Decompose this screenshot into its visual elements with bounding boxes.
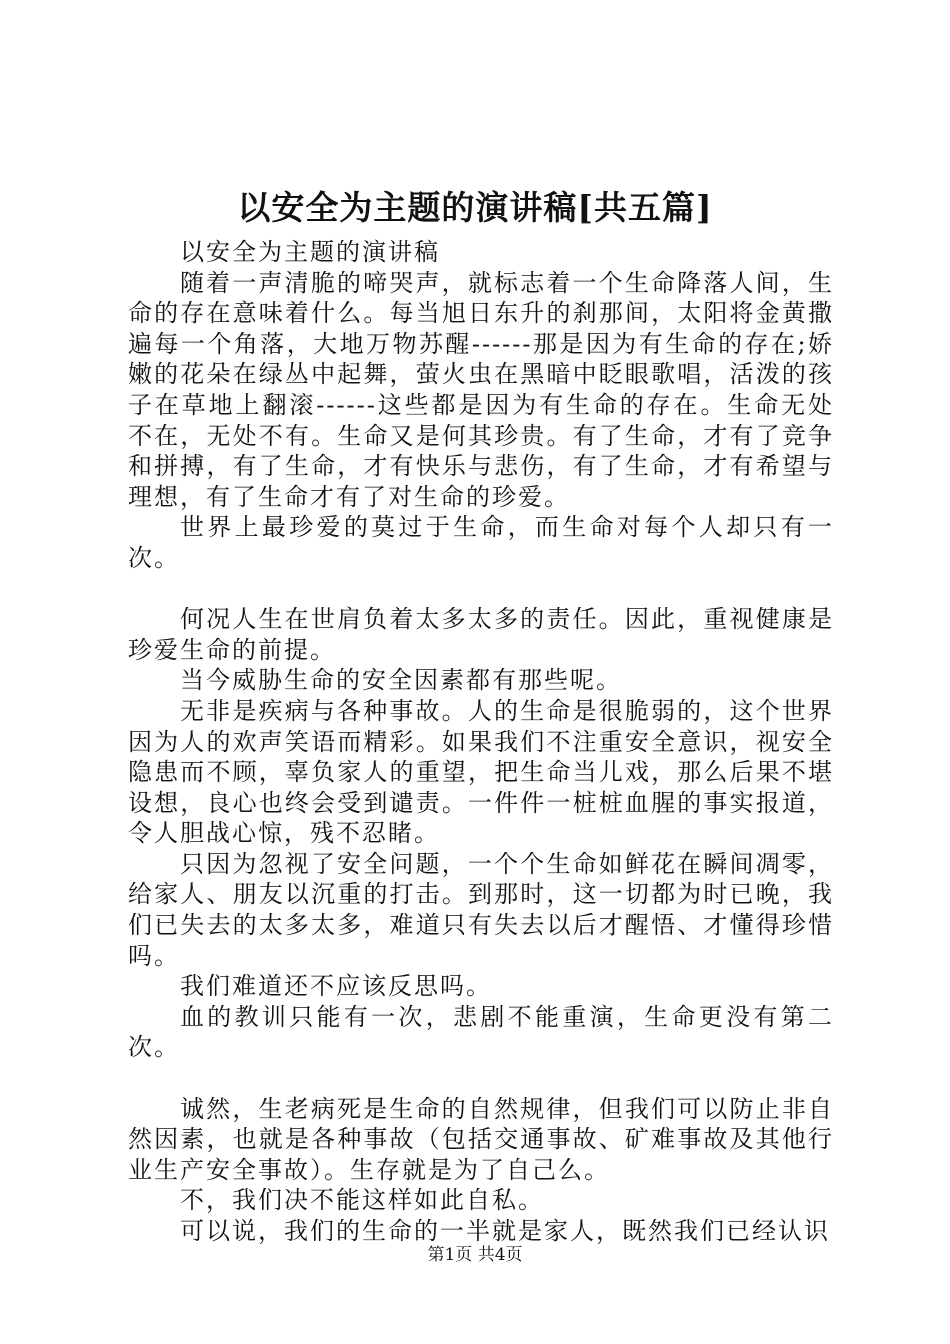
- paragraph: 何况人生在世肩负着太多太多的责任。因此，重视健康是珍爱生命的前提。: [128, 605, 834, 664]
- document-title: 以安全为主题的演讲稿[共五篇]: [237, 188, 713, 227]
- paragraph: 不，我们决不能这样如此自私。: [180, 1186, 544, 1215]
- paragraph: 诚然，生老病死是生命的自然规律，但我们可以防止非自然因素，也就是各种事故（包括交通事故、矿难事故及其他行业生产安全事故）。生存就是为了自己么。: [128, 1094, 834, 1184]
- paragraph: 血的教训只能有一次，悲剧不能重演，生命更没有第二次。: [128, 1002, 834, 1062]
- document-body: [128, 237, 834, 1247]
- paragraph-subtitle: 以安全为主题的演讲稿: [180, 238, 440, 266]
- blank-line: [128, 574, 834, 605]
- blank-line: [128, 1063, 834, 1094]
- paragraph: 可以说，我们的生命的一半就是家人，既然我们已经认识: [180, 1217, 830, 1245]
- page-number-footer: 第1页 共4页: [427, 1245, 523, 1265]
- paragraph: 无非是疾病与各种事故。人的生命是很脆弱的，这个世界因为人的欢声笑语而精彩。如果我们不注重安全意识，视安全隐患而不顾，辜负家人的重望，把生命当儿戏，那么后果不堪设想，良心也终会受到谴责。一件件一桩桩血腥的事实报道，令人胆战心惊，残不忍睹。: [128, 696, 834, 848]
- paragraph: 我们难道还不应该反思吗。: [180, 972, 492, 1001]
- paragraph: 只因为忽视了安全问题，一个个生命如鲜花在瞬间凋零，给家人、朋友以沉重的打击。到那时，这一切都为时已晚，我们已失去的太多太多，难道只有失去以后才醒悟、才懂得珍惜吗。: [128, 849, 834, 970]
- paragraph: 随着一声清脆的啼哭声，就标志着一个生命降落人间，生命的存在意味着什么。每当旭日东升的刹那间，太阳将金黄撒遍每一个角落，大地万物苏醒------那是因为有生命的存在;娇嫩的花朵在绿丛中起舞，萤火虫在黑暗中眨眼歌唱，活泼的孩子在草地上翻滚------这些都是因为有生命的存在。生命无处不在，无处不有。生命又是何其珍贵。有了生命，才有了竞争和拼搏，有了生命，才有快乐与悲伤，有了生命，才有希望与理想，有了生命才有了对生命的珍爱。: [128, 268, 834, 511]
- paragraph: 当今威胁生命的安全因素都有那些呢。: [180, 666, 622, 695]
- paragraph: 世界上最珍爱的莫过于生命，而生命对每个人却只有一次。: [128, 513, 834, 572]
